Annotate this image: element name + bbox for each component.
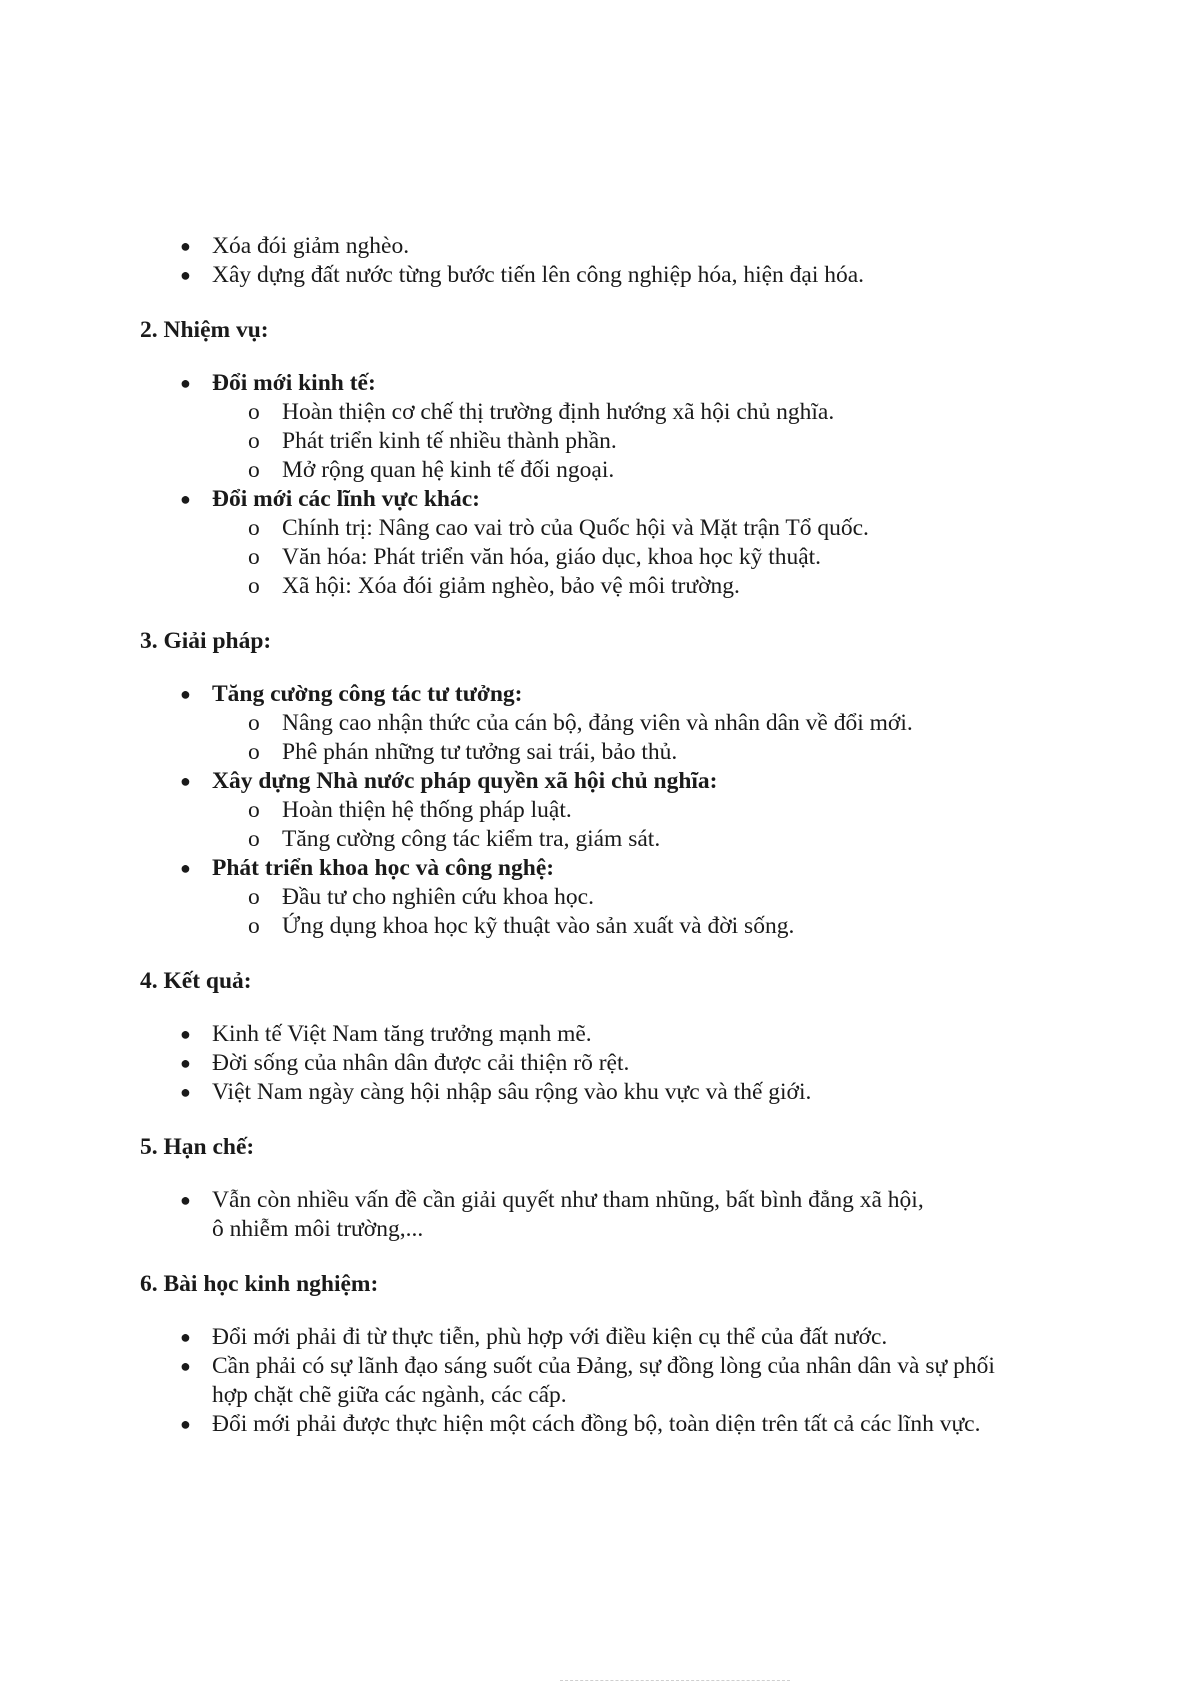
giai-phap-list	[140, 680, 1080, 941]
sub-list	[212, 709, 1080, 767]
bullet-icon: ●	[180, 1024, 191, 1044]
list-item: ● Đổi mới phải được thực hiện một cách đồng bộ, toàn diện trên tất cả các lĩnh vực.	[180, 1411, 981, 1437]
sub-bullet-icon: o	[248, 399, 260, 425]
sub-list-item: o Tăng cường công tác kiểm tra, giám sát.	[248, 826, 661, 852]
sub-list-item: o Xã hội: Xóa đói giảm nghèo, bảo vệ môi trường.	[248, 573, 740, 599]
bullet-icon: ●	[180, 1414, 191, 1434]
sub-list-item: o Hoàn thiện hệ thống pháp luật.	[248, 797, 572, 823]
sub-bullet-icon: o	[248, 428, 260, 454]
bullet-icon: ●	[180, 1053, 191, 1073]
list-item: ● Đời sống của nhân dân được cải thiện rõ rệt.	[180, 1050, 630, 1076]
bullet-icon: ●	[180, 1082, 191, 1102]
sub-list-item: o Phát triển kinh tế nhiều thành phần.	[248, 428, 617, 454]
sub-list-item: o Phê phán những tư tưởng sai trái, bảo thủ.	[248, 739, 678, 765]
nhiem-vu-list	[140, 369, 1080, 601]
item-label: Đổi mới các lĩnh vực khác:	[212, 486, 480, 512]
page-divider	[560, 1680, 790, 1681]
sub-list-item: o Ứng dụng khoa học kỹ thuật vào sản xuất và đời sống.	[248, 913, 795, 939]
list-item	[140, 854, 1080, 941]
list-item: ● Kinh tế Việt Nam tăng trưởng mạnh mẽ.	[180, 1021, 592, 1047]
sub-bullet-icon: o	[248, 710, 260, 736]
list-item	[140, 680, 1080, 767]
ket-qua-list	[140, 1020, 1080, 1107]
sub-bullet-icon: o	[248, 884, 260, 910]
list-item: ● Vẫn còn nhiều vấn đề cần giải quyết như tham nhũng, bất bình đẳng xã hội, ô nhiễm môi trường,...	[180, 1187, 924, 1242]
bai-hoc-list	[140, 1323, 1020, 1439]
sub-bullet-icon: o	[248, 573, 260, 599]
sub-list	[212, 883, 1080, 941]
bullet-icon: ●	[180, 236, 191, 256]
sub-list-item: o Đầu tư cho nghiên cứu khoa học.	[248, 884, 594, 910]
sub-bullet-icon: o	[248, 515, 260, 541]
bullet-icon: ●	[180, 265, 191, 285]
bullet-icon: ●	[180, 1327, 191, 1347]
item-label: Tăng cường công tác tư tưởng:	[212, 681, 523, 707]
bullet-icon: ●	[180, 684, 191, 704]
list-item	[140, 767, 1080, 854]
sub-bullet-icon: o	[248, 544, 260, 570]
sub-list	[212, 796, 1080, 854]
sub-bullet-icon: o	[248, 457, 260, 483]
bullet-icon: ●	[180, 1190, 191, 1210]
section-heading-nhiem-vu: 2. Nhiệm vụ:	[140, 317, 269, 343]
bullet-icon: ●	[180, 373, 191, 393]
sub-list	[212, 398, 1080, 485]
sub-bullet-icon: o	[248, 797, 260, 823]
list-item: ● Xóa đói giảm nghèo.	[180, 233, 410, 259]
sub-bullet-icon: o	[248, 913, 260, 939]
list-item: ● Xây dựng đất nước từng bước tiến lên công nghiệp hóa, hiện đại hóa.	[180, 262, 865, 288]
item-label: Phát triển khoa học và công nghệ:	[212, 855, 555, 881]
sub-list-item: o Văn hóa: Phát triển văn hóa, giáo dục, khoa học kỹ thuật.	[248, 544, 822, 570]
item-label: Đổi mới kinh tế:	[212, 370, 376, 396]
document-body	[140, 232, 1080, 1439]
bullet-icon: ●	[180, 858, 191, 878]
list-item: ● Việt Nam ngày càng hội nhập sâu rộng vào khu vực và thế giới.	[180, 1079, 812, 1105]
section-heading-han-che: 5. Hạn chế:	[140, 1134, 255, 1160]
list-item: ● Đổi mới phải đi từ thực tiễn, phù hợp với điều kiện cụ thể của đất nước.	[180, 1324, 888, 1350]
sub-list-item: o Hoàn thiện cơ chế thị trường định hướng xã hội chủ nghĩa.	[248, 399, 835, 425]
bullet-icon: ●	[180, 489, 191, 509]
section-heading-giai-phap: 3. Giải pháp:	[140, 628, 272, 654]
bullet-icon: ●	[180, 1356, 191, 1376]
list-item	[140, 485, 1080, 601]
item-label: Xây dựng Nhà nước pháp quyền xã hội chủ nghĩa:	[212, 768, 718, 794]
sub-list-item: o Nâng cao nhận thức của cán bộ, đảng viên và nhân dân về đổi mới.	[248, 710, 913, 736]
bullet-icon: ●	[180, 771, 191, 791]
sub-bullet-icon: o	[248, 826, 260, 852]
sub-list	[212, 514, 1080, 601]
han-che-list	[140, 1186, 940, 1244]
sub-list-item: o Chính trị: Nâng cao vai trò của Quốc hội và Mặt trận Tổ quốc.	[248, 515, 869, 541]
section-heading-ket-qua: 4. Kết quả:	[140, 968, 252, 994]
list-item	[140, 369, 1080, 485]
intro-bullet-list	[140, 232, 1080, 290]
sub-bullet-icon: o	[248, 739, 260, 765]
list-item: ● Cần phải có sự lãnh đạo sáng suốt của Đảng, sự đồng lòng của nhân dân và sự phối hợp chặt chẽ giữa các ngành, các cấp.	[180, 1353, 995, 1408]
section-heading-bai-hoc: 6. Bài học kinh nghiệm:	[140, 1271, 379, 1297]
sub-list-item: o Mở rộng quan hệ kinh tế đối ngoại.	[248, 457, 615, 483]
